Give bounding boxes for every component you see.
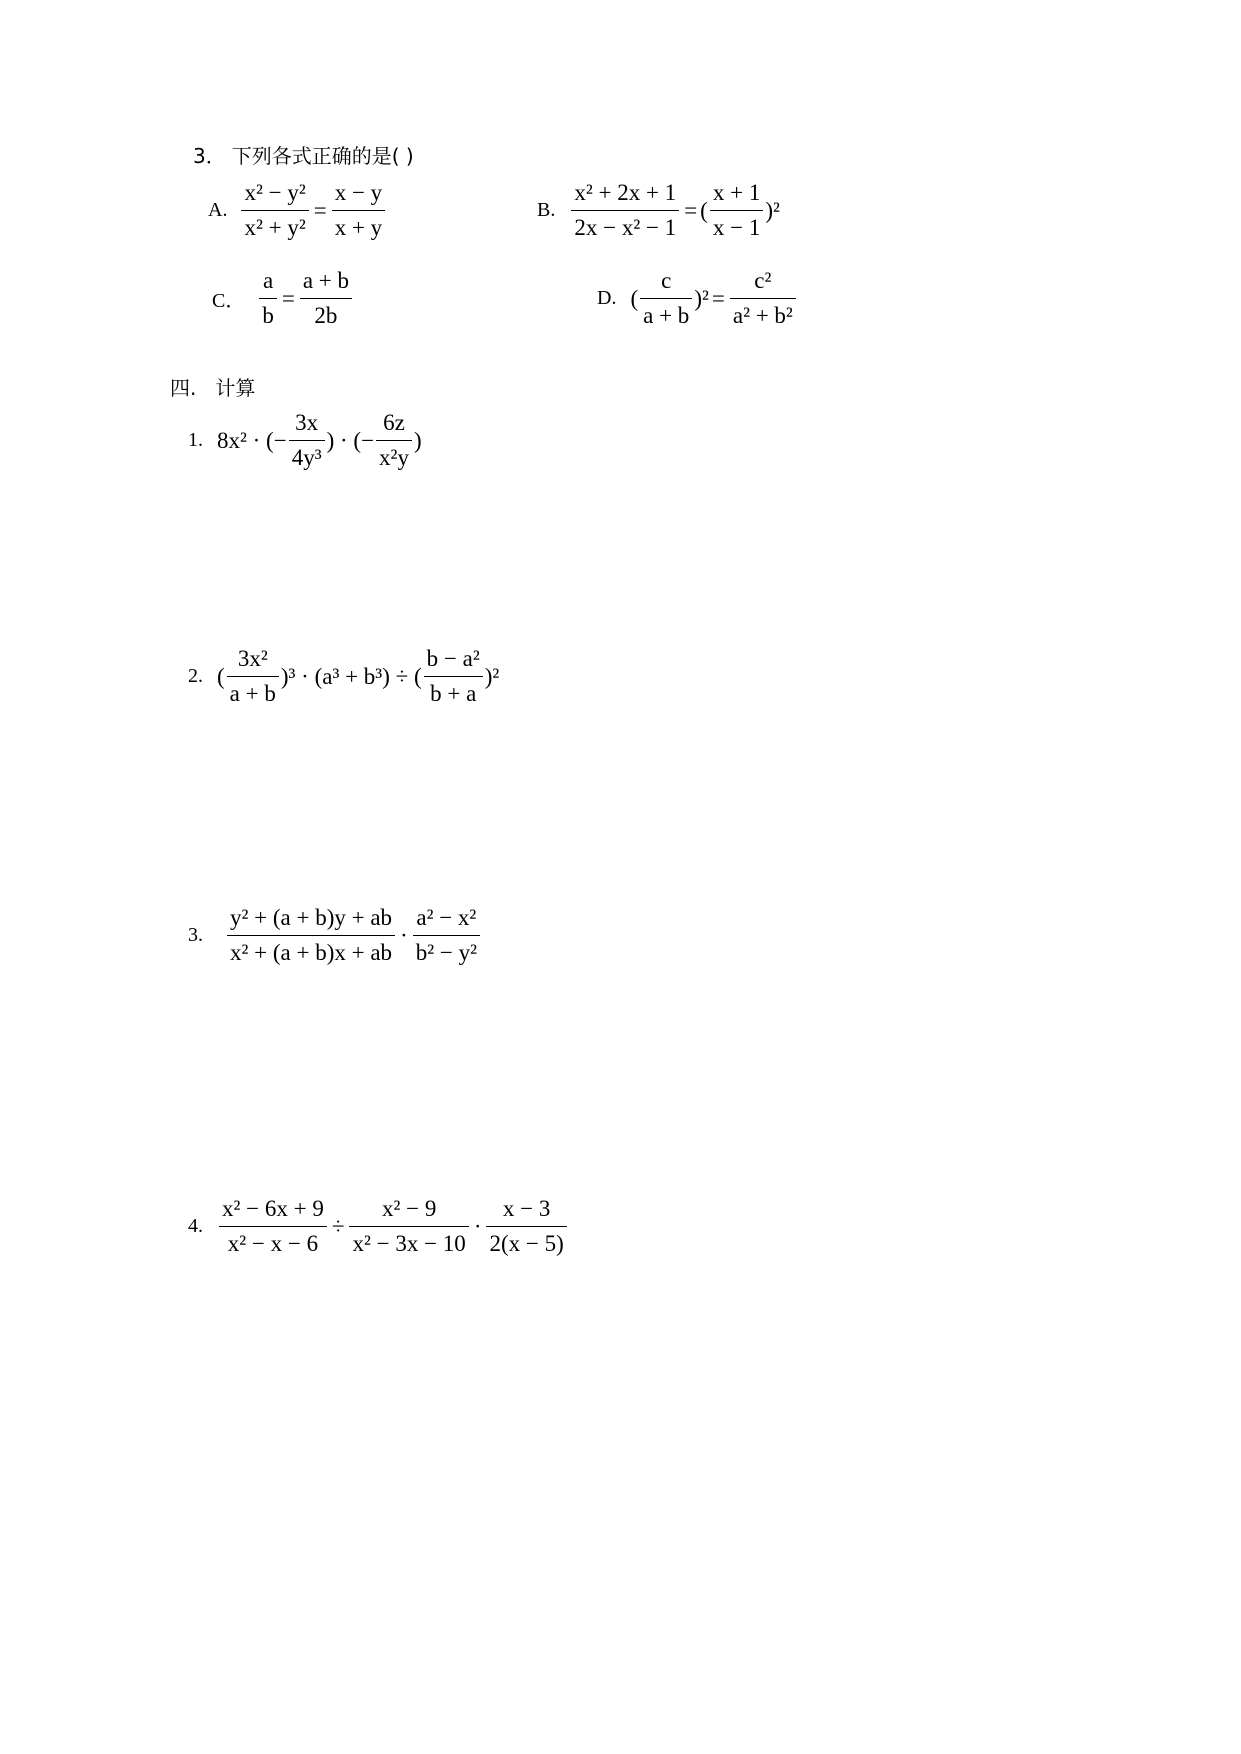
fraction-numerator: x² − 9	[349, 1194, 468, 1227]
fraction-numerator: x² + 2x + 1	[571, 178, 679, 211]
fraction-denominator: a + b	[229, 681, 276, 706]
problem-4	[188, 1194, 569, 1259]
option-b-lhs-fraction	[571, 178, 679, 243]
fraction-numerator: a² − x²	[413, 903, 480, 936]
problem-2	[188, 644, 499, 709]
problem-number: 3.	[188, 924, 203, 946]
fraction-denominator: x² − x − 6	[227, 1231, 319, 1256]
fraction-2	[349, 1194, 468, 1259]
expression-tail: )²	[484, 663, 500, 689]
equals-sign: =	[711, 285, 725, 311]
paren-close: )²	[765, 197, 780, 223]
fraction-1	[289, 408, 325, 473]
option-c-lhs-fraction	[259, 266, 277, 331]
question-number: 3．	[193, 144, 226, 168]
fraction-3	[486, 1194, 566, 1259]
multiply-dot: ·	[473, 1213, 482, 1239]
problem-number: 2.	[188, 665, 203, 687]
fraction-denominator: x + y	[334, 215, 383, 240]
fraction-2	[413, 903, 480, 968]
fraction-numerator: x² − y²	[241, 178, 308, 211]
fraction-denominator: b + a	[430, 681, 477, 706]
fraction-numerator: x + 1	[710, 178, 763, 211]
option-d-lhs-fraction	[640, 266, 692, 331]
section-4-heading: 四. 计算	[170, 376, 256, 400]
fraction-denominator: x² + y²	[244, 215, 306, 240]
paren-close: )²	[694, 285, 709, 311]
fraction-2	[424, 644, 483, 709]
paren-open: (	[217, 663, 225, 689]
expression-lead: 8x² · (−	[217, 427, 287, 453]
paren-open: (	[700, 197, 708, 223]
fraction-denominator: x² + (a + b)x + ab	[230, 940, 393, 965]
fraction-denominator: x − 1	[712, 215, 761, 240]
option-a	[208, 178, 387, 243]
fraction-numerator: c	[640, 266, 692, 299]
question-text: 下列各式正确的是( )	[231, 144, 414, 168]
question-3-stem	[193, 140, 414, 169]
fraction-numerator: a	[259, 266, 277, 299]
problem-3	[188, 903, 482, 968]
fraction-1	[219, 1194, 327, 1259]
fraction-numerator: 6z	[376, 408, 412, 441]
option-b	[537, 178, 780, 243]
fraction-numerator: c²	[730, 266, 796, 299]
option-d-rhs-fraction	[730, 266, 796, 331]
expression-middle: )³ · (a³ + b³) ÷ (	[280, 663, 422, 689]
fraction-numerator: 3x	[289, 408, 325, 441]
divide-sign: ÷	[331, 1213, 345, 1239]
fraction-1	[227, 903, 395, 968]
fraction-denominator: 2(x − 5)	[489, 1231, 564, 1256]
fraction-numerator: 3x²	[227, 644, 279, 677]
option-a-rhs-fraction	[332, 178, 385, 243]
option-a-label: A.	[208, 199, 228, 221]
fraction-denominator: a + b	[643, 303, 690, 328]
fraction-denominator: x² − 3x − 10	[352, 1231, 466, 1256]
fraction-denominator: 2x − x² − 1	[574, 215, 677, 240]
paren-open: (	[630, 285, 639, 311]
fraction-denominator: b	[262, 303, 274, 328]
fraction-numerator: y² + (a + b)y + ab	[227, 903, 395, 936]
equals-sign: =	[684, 197, 698, 223]
fraction-1	[227, 644, 279, 709]
option-a-lhs-fraction	[241, 178, 308, 243]
equals-sign: =	[313, 197, 327, 223]
problem-number: 1.	[188, 429, 203, 451]
fraction-numerator: b − a²	[424, 644, 483, 677]
option-d-label: D.	[597, 287, 617, 309]
option-c-rhs-fraction	[300, 266, 352, 331]
expression-tail: )	[413, 427, 422, 453]
equals-sign: =	[281, 285, 295, 311]
fraction-denominator: 4y³	[291, 445, 322, 470]
fraction-numerator: x² − 6x + 9	[219, 1194, 327, 1227]
option-c-label: C．	[212, 290, 246, 312]
option-c	[212, 266, 354, 331]
fraction-denominator: 2b	[314, 303, 338, 328]
problem-1	[188, 408, 422, 473]
fraction-denominator: a² + b²	[732, 303, 793, 328]
option-b-rhs-fraction	[710, 178, 763, 243]
problem-number: 4.	[188, 1215, 203, 1237]
multiply-dot: ·	[400, 922, 408, 948]
expression-middle: ) · (−	[326, 427, 375, 453]
fraction-denominator: x²y	[379, 445, 409, 470]
option-d	[597, 266, 798, 331]
fraction-denominator: b² − y²	[415, 940, 477, 965]
fraction-2	[376, 408, 412, 473]
fraction-numerator: x − 3	[486, 1194, 566, 1227]
fraction-numerator: a + b	[300, 266, 352, 299]
fraction-numerator: x − y	[332, 178, 385, 211]
option-b-label: B.	[537, 199, 556, 221]
